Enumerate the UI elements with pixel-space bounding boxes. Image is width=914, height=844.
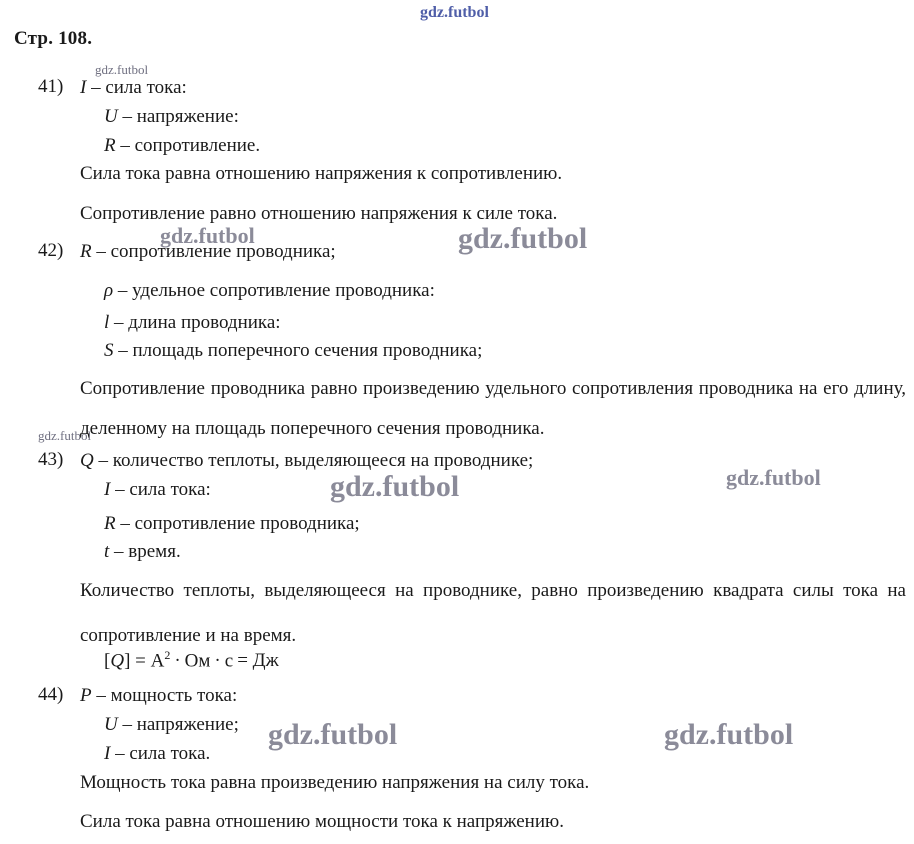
item-number: 41): [38, 76, 64, 97]
formula-result: = Дж: [237, 650, 279, 672]
formula-unit-1-exponent: 2: [164, 648, 171, 662]
definition-text: – площадь поперечного сечения проводника;: [113, 340, 483, 361]
formula-units: [104, 648, 283, 672]
watermark: gdz.futbol: [458, 222, 588, 255]
multiplication-dot: ·: [174, 650, 181, 672]
paragraph: Сопротивление проводника равно произведению удельного сопротивления проводника на его длину, деленному на площадь поперечного сечения проводника.: [80, 378, 906, 439]
watermark: gdz.futbol: [726, 465, 821, 490]
symbol: R: [104, 135, 116, 156]
definition-line: [0, 449, 533, 472]
definition-line: [0, 240, 336, 263]
watermark: gdz.futbol: [268, 718, 398, 751]
definition-line: [0, 512, 360, 535]
symbol: U: [104, 106, 118, 127]
symbol: I: [104, 743, 111, 764]
page-label: Стр. 108.: [14, 28, 93, 49]
definition-line: [0, 134, 260, 157]
watermark: gdz.futbol: [330, 470, 460, 503]
definition-text: – количество теплоты, выделяющееся на проводнике;: [93, 450, 534, 471]
symbol: R: [80, 241, 92, 262]
paragraph: Сила тока равна отношению мощности тока к напряжению.: [80, 811, 564, 832]
formula-bracket-close: ] =: [124, 650, 151, 672]
paragraph: Количество теплоты, выделяющееся на проводнике, равно произведению квадрата силы тока на сопротивление и на время.: [80, 580, 906, 646]
watermark: gdz.futbol: [95, 62, 149, 77]
definition-text: – сопротивление проводника;: [115, 513, 360, 534]
paragraph: Сопротивление равно отношению напряжения к силе тока.: [80, 203, 558, 224]
watermark: gdz.futbol: [420, 4, 489, 21]
symbol: I: [104, 479, 111, 500]
definition-text: – длина проводника:: [109, 312, 281, 333]
definition-text: – мощность тока:: [91, 685, 238, 706]
symbol: P: [80, 685, 92, 706]
symbol: t: [104, 541, 110, 562]
watermark: gdz.futbol: [160, 223, 255, 248]
definition-line: [0, 742, 210, 765]
symbol: Q: [110, 650, 125, 672]
paragraph: Сила тока равна отношению напряжения к сопротивлению.: [80, 163, 563, 184]
definition-text: – сила тока:: [110, 479, 211, 500]
symbol: S: [104, 340, 114, 361]
paragraph: Мощность тока равна произведению напряжения на силу тока.: [80, 772, 590, 793]
watermark: gdz.futbol: [664, 718, 794, 751]
formula-unit-2: Ом: [184, 650, 211, 672]
definition-line: [0, 105, 239, 128]
formula-unit-1: А: [150, 650, 165, 672]
watermark: gdz.futbol: [38, 428, 92, 443]
item-number: 42): [38, 240, 64, 261]
definition-text: – сопротивление проводника;: [91, 241, 336, 262]
definition-line: [0, 311, 281, 334]
definition-text: – удельное сопротивление проводника:: [113, 280, 435, 301]
definition-line: [0, 540, 181, 563]
symbol: I: [80, 77, 87, 98]
definition-line: [0, 478, 211, 501]
definition-line: [0, 76, 187, 99]
symbol: l: [104, 312, 110, 333]
definition-text: – напряжение:: [117, 106, 239, 127]
definition-text: – сила тока:: [86, 77, 187, 98]
symbol: R: [104, 513, 116, 534]
definition-line: [0, 279, 435, 302]
symbol: U: [104, 714, 118, 735]
definition-text: – время.: [109, 541, 181, 562]
symbol: ρ: [104, 280, 114, 301]
definition-line: [0, 339, 482, 362]
definition-line: [0, 713, 239, 736]
definition-text: – сопротивление.: [115, 135, 261, 156]
definition-text: – сила тока.: [110, 743, 211, 764]
formula-unit-3: с: [224, 650, 234, 672]
item-number: 44): [38, 684, 64, 705]
definition-line: [0, 684, 237, 707]
formula-bracket-open: [: [104, 650, 111, 672]
multiplication-dot: ·: [214, 650, 221, 672]
symbol: Q: [80, 450, 94, 471]
definition-text: – напряжение;: [117, 714, 239, 735]
item-number: 43): [38, 449, 64, 470]
